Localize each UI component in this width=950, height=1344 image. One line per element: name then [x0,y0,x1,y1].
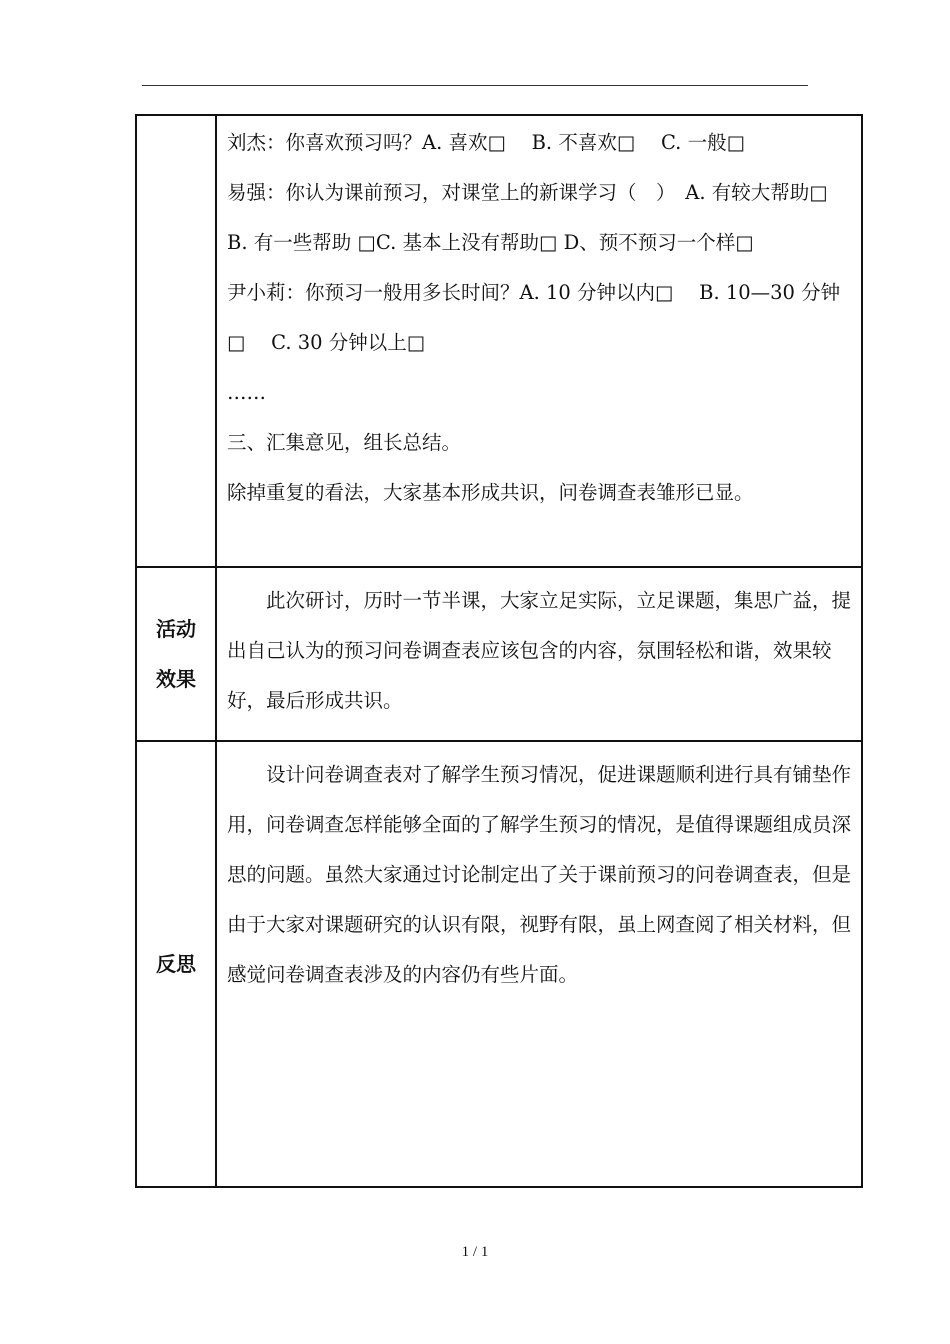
reflection-row [136,741,862,1187]
header-rule [142,85,808,86]
discussion-content [216,115,862,567]
summary-line: 除掉重复的看法，大家基本形成共识，问卷调查表雏形已显。 [227,481,754,504]
discussion-row [136,115,862,567]
section-heading-3: 三、汇集意见，组长总结。 [227,431,462,454]
reflection-content [216,741,862,1187]
page-number: 1 / 1 [461,1244,489,1260]
reflection-label: 反思 [136,741,216,1187]
question-yinxiaoli: 尹小莉：你预习一般用多长时间？A. 10 分钟以内□ B. 10—30 分钟□ C. 30 分钟以上□ [227,281,841,354]
effect-label-line1: 活动 [156,617,196,641]
effect-row [136,567,862,741]
effect-label [136,567,216,741]
ellipsis: …… [227,381,266,404]
question-liujie: 刘杰：你喜欢预习吗？A. 喜欢□ B. 不喜欢□ C. 一般□ [227,131,745,154]
question-yiqiang: 易强：你认为课前预习，对课堂上的新课学习（ ） A. 有较大帮助□ B. 有一些帮助 □C. 基本上没有帮助□ D、预不预习一个样□ [227,181,828,254]
effect-content [216,567,862,741]
record-table [135,114,863,1188]
effect-paragraph: 此次研讨，历时一节半课，大家立足实际，立足课题，集思广益，提出自己认为的预习问卷调查表应该包含的内容，氛围轻松和谐，效果较好，最后形成共识。 [227,589,852,712]
reflection-paragraph: 设计问卷调查表对了解学生预习情况，促进课题顺利进行具有铺垫作用，问卷调查怎样能够全面的了解学生预习的情况，是值得课题组成员深思的问题。虽然大家通过讨论制定出了关于课前预习的问卷调查表，但是由于大家对课题研究的认识有限，视野有限，虽上网查阅了相关材料，但感觉问卷调查表涉及的内容仍有些片面。 [227,763,852,986]
effect-label-line2: 效果 [156,667,196,691]
row-label-empty [136,115,216,567]
